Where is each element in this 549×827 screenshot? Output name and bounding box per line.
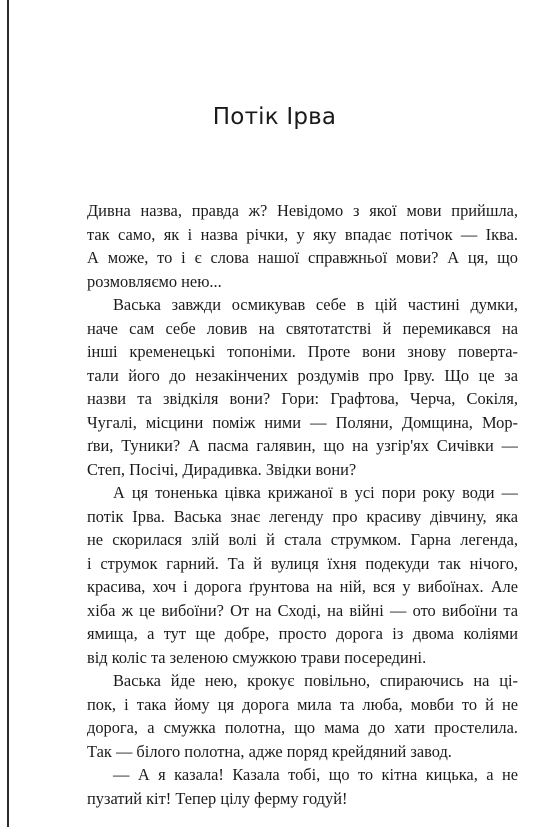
text-line: потік Ірва. Васька знає легенду про красиву дівчину, яка	[87, 506, 518, 526]
text-line: і струмок гарний. Та й вулиця їхня подекуди так нічого,	[87, 553, 518, 573]
paragraph	[87, 669, 518, 763]
text-line: пок, і така йому ця дорога мила та люба, мовби то й не	[87, 694, 518, 714]
chapter-body	[87, 199, 518, 810]
text-line: назви та звідкіля вони? Гори: Графтова, Черча, Сокіля,	[87, 389, 518, 408]
text-line: не скорилася злій волі й стала струмком. Гарна легенда,	[87, 530, 518, 549]
text-line: наче сам себе ловив на святотатстві й перемикався на	[87, 318, 518, 338]
text-line: хіба ж це вибоїни? От на Сході, на війні — ото вибоїни та	[87, 600, 518, 620]
text-line: Васька йде нею, крокує повільно, спираючись на ці-	[113, 671, 518, 690]
text-line: пузатий кіт! Тепер цілу ферму годуй!	[87, 788, 348, 808]
text-line: ґви, Туники? А пасма галявин, що на узгір'ях Сичівки —	[87, 436, 518, 455]
text-line: А може, то і є слова нашої справжньої мови? А ця, що	[87, 248, 518, 267]
text-line: Так — білого полотна, адже поряд крейдяний завод.	[87, 741, 452, 761]
text-line: Степ, Посічі, Дирадивка. Звідки вони?	[87, 459, 357, 479]
text-line: Дивна назва, правда ж? Невідомо з якої мови прийшла,	[87, 201, 518, 220]
paragraph	[87, 199, 518, 293]
text-line: інші кременецькі топоніми. Проте вони знову поверта-	[87, 342, 518, 361]
text-line: ямища, а тут ще добре, просто дорога із двома коліями	[87, 624, 518, 643]
paragraph	[87, 481, 518, 669]
text-line: — А я казала! Казала тобі, що то кітна кицька, а не	[113, 765, 518, 784]
paragraph	[87, 763, 518, 810]
chapter-title: Потік Ірва	[212, 104, 337, 130]
paragraph	[87, 293, 518, 481]
text-line: Васька завжди осмикував себе в цій частині думки,	[113, 295, 518, 314]
text-line: дорога, а смужка полотна, що мама до хати простелила.	[87, 718, 518, 737]
text-line: розмовляємо нею...	[87, 271, 222, 291]
text-line: від коліс та зеленою смужкою трави посередині.	[87, 647, 427, 667]
text-line: так само, як і назва річки, у яку впадає потічок — Іква.	[87, 224, 518, 244]
text-line: А ця тоненька цівка крижаної в усі пори року води —	[113, 483, 518, 502]
text-line: красива, хоч і дорога ґрунтова на ній, вся у вибоїнах. Але	[87, 577, 518, 596]
text-line: тали його до незакінчених роздумів про Ірву. Що це за	[87, 365, 518, 385]
text-line: Чугалі, місцини поміж ними — Поляни, Домщина, Мор-	[87, 412, 518, 432]
